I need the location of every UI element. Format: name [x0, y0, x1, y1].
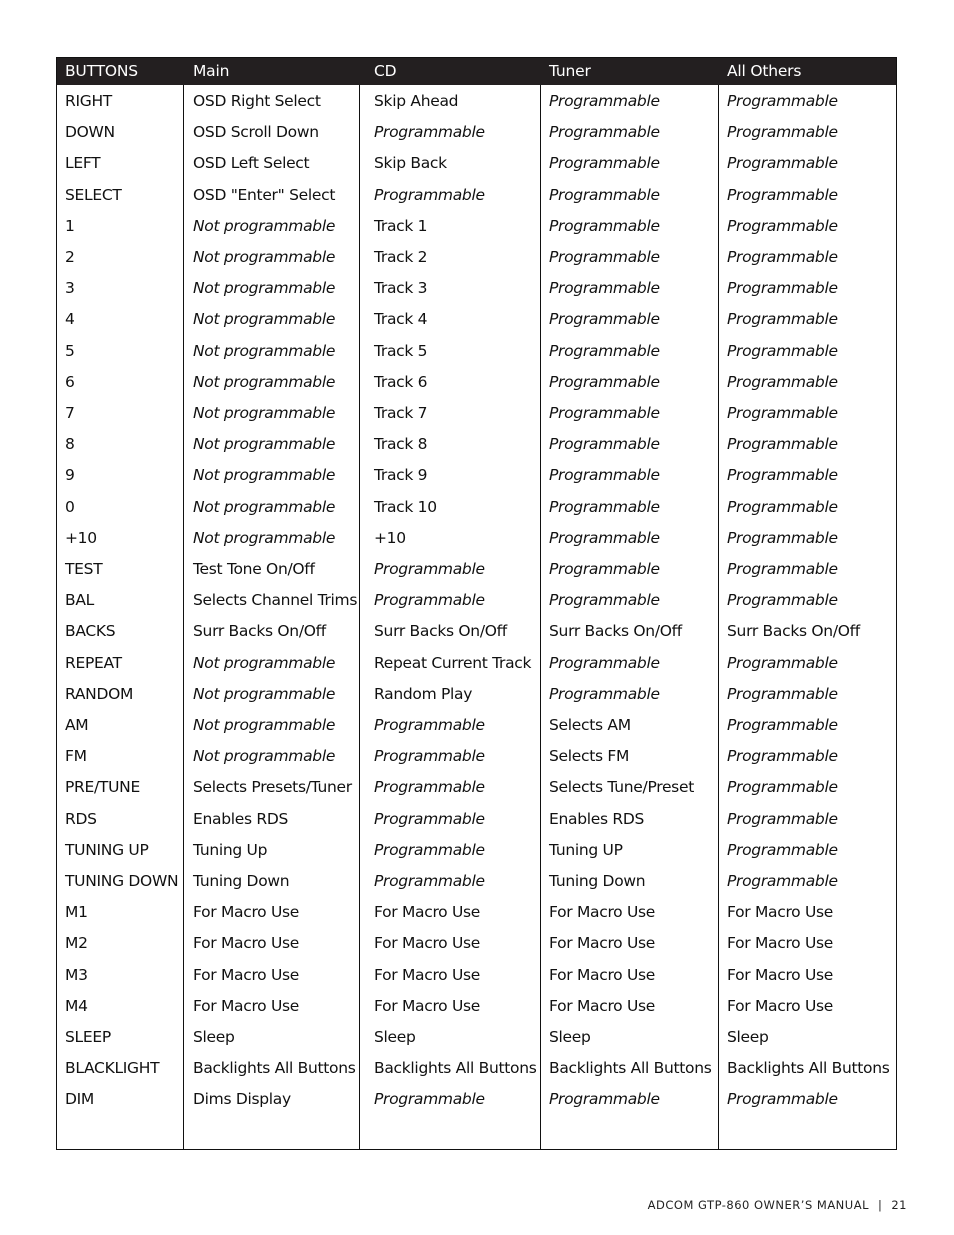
cell-all-others: Programmable	[727, 279, 838, 298]
cell-cd: Track 6	[374, 372, 428, 391]
cell-cd: Programmable	[374, 747, 485, 766]
cell-button: +10	[65, 528, 97, 547]
column-divider	[718, 85, 719, 1149]
cell-main: Enables RDS	[193, 809, 289, 828]
cell-cd: Track 9	[374, 466, 428, 485]
cell-all-others: Programmable	[727, 92, 838, 110]
cell-all-others: Programmable	[727, 560, 838, 578]
cell-cd: Skip Back	[374, 154, 447, 173]
cell-all-others: Programmable	[727, 872, 838, 890]
cell-tuner: Programmable	[549, 279, 660, 298]
cell-main: Sleep	[193, 1028, 235, 1046]
cell-all-others: Programmable	[727, 310, 838, 329]
cell-cd: Track 4	[374, 310, 428, 329]
cell-button: 8	[65, 435, 75, 454]
cell-tuner: Selects Tune/Preset	[549, 778, 694, 797]
cell-cd: +10	[374, 528, 406, 547]
cell-all-others: Programmable	[727, 123, 838, 142]
cell-cd: Track 1	[374, 216, 428, 235]
cell-tuner: Tuning Down	[549, 872, 646, 890]
cell-all-others: Sleep	[727, 1028, 769, 1046]
cell-tuner: Programmable	[549, 591, 660, 610]
cell-all-others: Programmable	[727, 248, 838, 266]
cell-button: RDS	[65, 809, 97, 828]
cell-button: PRE/TUNE	[65, 778, 140, 797]
header-buttons: BUTTONS	[65, 62, 138, 80]
cell-button: 4	[65, 310, 75, 329]
cell-main: Not programmable	[193, 216, 336, 235]
cell-button: 7	[65, 404, 75, 422]
cell-tuner: For Macro Use	[549, 903, 656, 922]
cell-tuner: Programmable	[549, 435, 660, 454]
cell-button: BAL	[65, 591, 94, 610]
cell-cd: Programmable	[374, 1090, 485, 1109]
cell-button: M4	[65, 996, 88, 1015]
cell-button: RIGHT	[65, 92, 112, 110]
cell-tuner: Programmable	[549, 372, 660, 391]
cell-all-others: Programmable	[727, 154, 838, 173]
cell-button: LEFT	[65, 154, 101, 173]
cell-tuner: Programmable	[549, 560, 660, 578]
cell-all-others: Programmable	[727, 778, 838, 797]
cell-tuner: For Macro Use	[549, 934, 656, 953]
cell-button: 0	[65, 497, 75, 516]
cell-main: OSD "Enter" Select	[193, 185, 336, 204]
cell-tuner: Programmable	[549, 92, 660, 110]
cell-main: Tuning Up	[193, 840, 268, 859]
cell-button: FM	[65, 747, 87, 766]
cell-button: SELECT	[65, 185, 122, 204]
cell-cd: For Macro Use	[374, 965, 481, 984]
cell-cd: Track 10	[374, 497, 437, 516]
cell-tuner: For Macro Use	[549, 965, 656, 984]
cell-all-others: For Macro Use	[727, 934, 834, 953]
cell-cd: Repeat Current Track	[374, 653, 532, 672]
cell-all-others: For Macro Use	[727, 996, 834, 1015]
cell-all-others: Surr Backs On/Off	[727, 622, 860, 641]
cell-cd: For Macro Use	[374, 934, 481, 953]
cell-cd: Surr Backs On/Off	[374, 622, 507, 641]
cell-button: TUNING DOWN	[65, 872, 179, 890]
cell-tuner: Programmable	[549, 684, 660, 703]
cell-main: For Macro Use	[193, 903, 300, 922]
cell-main: Not programmable	[193, 310, 336, 329]
cell-tuner: Programmable	[549, 123, 660, 142]
cell-tuner: Enables RDS	[549, 809, 645, 828]
cell-all-others: Programmable	[727, 528, 838, 547]
cell-all-others: Programmable	[727, 341, 838, 360]
cell-button: M1	[65, 903, 88, 922]
cell-tuner: Surr Backs On/Off	[549, 622, 682, 641]
cell-tuner: Programmable	[549, 653, 660, 672]
cell-tuner: Programmable	[549, 248, 660, 266]
button-function-table	[56, 57, 897, 1150]
cell-button: 2	[65, 248, 75, 266]
cell-button: SLEEP	[65, 1028, 111, 1046]
cell-main: For Macro Use	[193, 996, 300, 1015]
cell-main: OSD Left Select	[193, 154, 310, 173]
cell-button: DIM	[65, 1090, 94, 1109]
cell-main: Not programmable	[193, 435, 336, 454]
cell-tuner: Selects FM	[549, 747, 630, 766]
cell-button: REPEAT	[65, 653, 122, 672]
cell-main: Test Tone On/Off	[193, 560, 315, 578]
cell-all-others: Programmable	[727, 497, 838, 516]
header-tuner: Tuner	[549, 62, 591, 80]
cell-button: 9	[65, 466, 75, 485]
cell-all-others: Programmable	[727, 809, 838, 828]
cell-main: Not programmable	[193, 653, 336, 672]
cell-tuner: Programmable	[549, 310, 660, 329]
cell-main: Not programmable	[193, 497, 336, 516]
cell-main: Not programmable	[193, 404, 336, 422]
cell-button: 3	[65, 279, 75, 298]
column-divider	[359, 85, 360, 1149]
cell-cd: Skip Ahead	[374, 92, 459, 110]
table-header	[57, 58, 896, 85]
header-all-others: All Others	[727, 62, 802, 80]
cell-main: Not programmable	[193, 528, 336, 547]
cell-tuner: Programmable	[549, 497, 660, 516]
cell-button: 1	[65, 216, 75, 235]
cell-main: OSD Scroll Down	[193, 123, 319, 142]
cell-cd: Programmable	[374, 560, 485, 578]
cell-tuner: Programmable	[549, 341, 660, 360]
cell-button: BACKS	[65, 622, 116, 641]
cell-cd: Track 7	[374, 404, 428, 422]
cell-button: DOWN	[65, 123, 115, 142]
cell-main: Not programmable	[193, 279, 336, 298]
cell-tuner: Programmable	[549, 528, 660, 547]
cell-main: Selects Presets/Tuner	[193, 778, 352, 797]
cell-main: Not programmable	[193, 684, 336, 703]
cell-button: M2	[65, 934, 88, 953]
cell-tuner: Programmable	[549, 185, 660, 204]
cell-main: Dims Display	[193, 1090, 291, 1109]
cell-tuner: Programmable	[549, 466, 660, 485]
column-divider	[540, 85, 541, 1149]
cell-button: 6	[65, 372, 75, 391]
cell-all-others: Programmable	[727, 591, 838, 610]
cell-button: BLACKLIGHT	[65, 1059, 160, 1078]
cell-main: Selects Channel Trims	[193, 591, 358, 610]
header-main: Main	[193, 62, 230, 80]
cell-tuner: Sleep	[549, 1028, 591, 1046]
cell-all-others: Programmable	[727, 840, 838, 859]
cell-all-others: Programmable	[727, 435, 838, 454]
cell-tuner: Programmable	[549, 404, 660, 422]
cell-tuner: Tuning UP	[549, 840, 623, 859]
cell-all-others: Programmable	[727, 684, 838, 703]
cell-cd: Programmable	[374, 716, 485, 734]
cell-main: Not programmable	[193, 747, 336, 766]
cell-main: For Macro Use	[193, 934, 300, 953]
header-cd: CD	[374, 62, 397, 80]
cell-main: Not programmable	[193, 466, 336, 485]
cell-cd: Track 3	[374, 279, 428, 298]
cell-cd: For Macro Use	[374, 903, 481, 922]
cell-cd: For Macro Use	[374, 996, 481, 1015]
cell-cd: Programmable	[374, 185, 485, 204]
cell-all-others: Programmable	[727, 185, 838, 204]
footer-separator: |	[877, 1198, 883, 1212]
cell-tuner: For Macro Use	[549, 996, 656, 1015]
cell-main: Not programmable	[193, 716, 336, 734]
cell-button: TUNING UP	[65, 840, 149, 859]
cell-all-others: Programmable	[727, 372, 838, 391]
cell-button: TEST	[65, 560, 103, 578]
cell-cd: Programmable	[374, 778, 485, 797]
page-number: 21	[891, 1198, 907, 1212]
cell-main: For Macro Use	[193, 965, 300, 984]
page-footer	[648, 1198, 907, 1212]
column-divider	[183, 85, 184, 1149]
cell-all-others: Programmable	[727, 216, 838, 235]
cell-cd: Programmable	[374, 840, 485, 859]
cell-button: RANDOM	[65, 684, 134, 703]
cell-all-others: Backlights All Buttons	[727, 1059, 890, 1078]
cell-all-others: Programmable	[727, 1090, 838, 1109]
cell-all-others: Programmable	[727, 716, 838, 734]
cell-tuner: Selects AM	[549, 716, 631, 734]
cell-cd: Programmable	[374, 591, 485, 610]
cell-button: AM	[65, 716, 89, 734]
cell-tuner: Programmable	[549, 154, 660, 173]
cell-cd: Random Play	[374, 684, 473, 703]
cell-main: Not programmable	[193, 248, 336, 266]
cell-cd: Track 5	[374, 341, 428, 360]
cell-all-others: For Macro Use	[727, 903, 834, 922]
cell-all-others: Programmable	[727, 747, 838, 766]
manual-title: ADCOM GTP-860 OWNER’S MANUAL	[647, 1198, 869, 1212]
cell-cd: Programmable	[374, 809, 485, 828]
cell-main: Not programmable	[193, 372, 336, 391]
cell-main: OSD Right Select	[193, 92, 321, 110]
cell-main: Surr Backs On/Off	[193, 622, 326, 641]
cell-tuner: Backlights All Buttons	[549, 1059, 712, 1078]
cell-main: Tuning Down	[193, 872, 290, 890]
cell-main: Not programmable	[193, 341, 336, 360]
cell-main: Backlights All Buttons	[193, 1059, 356, 1078]
cell-cd: Backlights All Buttons	[374, 1059, 537, 1078]
cell-button: M3	[65, 965, 88, 984]
cell-cd: Sleep	[374, 1028, 416, 1046]
cell-tuner: Programmable	[549, 1090, 660, 1109]
cell-tuner: Programmable	[549, 216, 660, 235]
cell-all-others: For Macro Use	[727, 965, 834, 984]
cell-cd: Programmable	[374, 123, 485, 142]
cell-cd: Track 2	[374, 248, 428, 266]
cell-all-others: Programmable	[727, 466, 838, 485]
cell-cd: Programmable	[374, 872, 485, 890]
cell-cd: Track 8	[374, 435, 428, 454]
cell-button: 5	[65, 341, 75, 360]
cell-all-others: Programmable	[727, 404, 838, 422]
cell-all-others: Programmable	[727, 653, 838, 672]
